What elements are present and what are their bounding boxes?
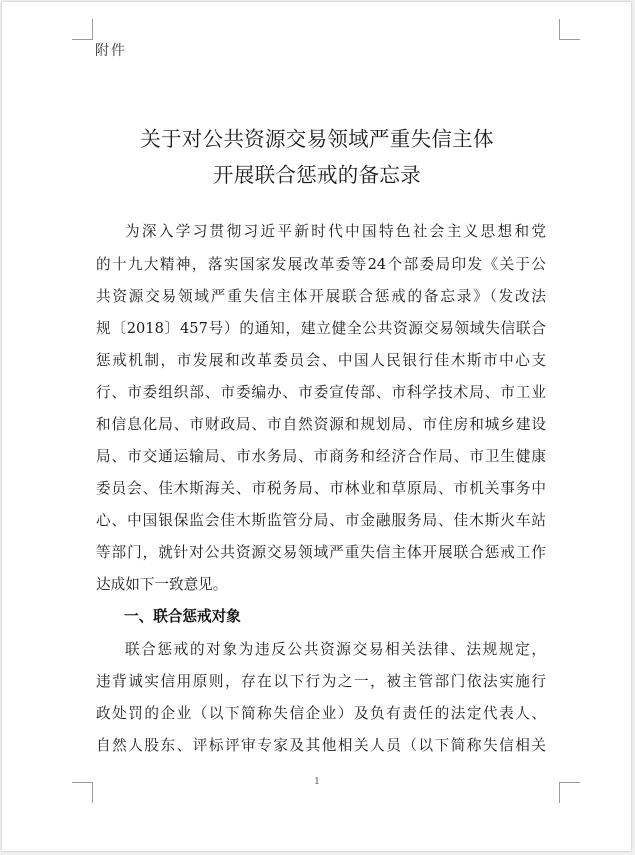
paragraph-line: 心、中国银保监会佳木斯监管分局、市金融服务局、佳木斯火车站 — [96, 512, 546, 529]
attachment-label: 附件 — [95, 43, 127, 59]
paragraph-line: 局、市交通运输局、市水务局、市商务和经济合作局、市卫生健康 — [96, 448, 546, 465]
paragraph-line: 惩戒机制，市发展和改革委员会、中国人民银行佳木斯市中心支 — [96, 352, 546, 369]
paragraph-line: 自然人股东、评标评审专家及其他相关人员（以下简称失信相关 — [96, 737, 546, 754]
paragraph-line: 政处罚的企业（以下简称失信企业）及负有责任的法定代表人、 — [96, 705, 546, 722]
document-page — [2, 2, 631, 851]
document-title-line-2: 开展联合惩戒的备忘录 — [213, 163, 421, 187]
paragraph-line: 规〔2018〕457号）的通知，建立健全公共资源交易领域失信联合 — [96, 320, 546, 337]
paragraph-line: 行、市委组织部、市委编办、市委宣传部、市科学技术局、市工业 — [96, 384, 546, 401]
paragraph-line: 委员会、佳木斯海关、市税务局、市林业和草原局、市机关事务中 — [96, 480, 546, 497]
paragraph-line: 共资源交易领域严重失信主体开展联合惩戒的备忘录》（发改法 — [96, 288, 546, 305]
document-title-line-1: 关于对公共资源交易领域严重失信主体 — [140, 127, 494, 151]
paragraph-line: 达成如下一致意见。 — [96, 576, 228, 593]
paragraph-line: 等部门，就针对公共资源交易领域严重失信主体开展联合惩戒工作 — [96, 544, 546, 561]
paragraph-line: 违背诚实信用原则，存在以下行为之一，被主管部门依法实施行 — [96, 673, 546, 690]
paragraph-line: 的十九大精神，落实国家发展改革委等24个部委局印发《关于公 — [96, 256, 546, 273]
crop-mark-bottom-left — [72, 782, 93, 803]
crop-mark-top-left — [72, 19, 93, 40]
page-number: 1 — [314, 777, 320, 787]
paragraph-line: 联合惩戒的对象为违反公共资源交易相关法律、法规规定， — [125, 641, 546, 658]
crop-mark-top-right — [559, 19, 580, 40]
section-heading: 一、联合惩戒对象 — [124, 608, 241, 625]
paragraph-line: 和信息化局、市财政局、市自然资源和规划局、市住房和城乡建设 — [96, 416, 546, 433]
paragraph-line: 为深入学习贯彻习近平新时代中国特色社会主义思想和党 — [125, 223, 546, 240]
crop-mark-bottom-right — [559, 782, 580, 803]
